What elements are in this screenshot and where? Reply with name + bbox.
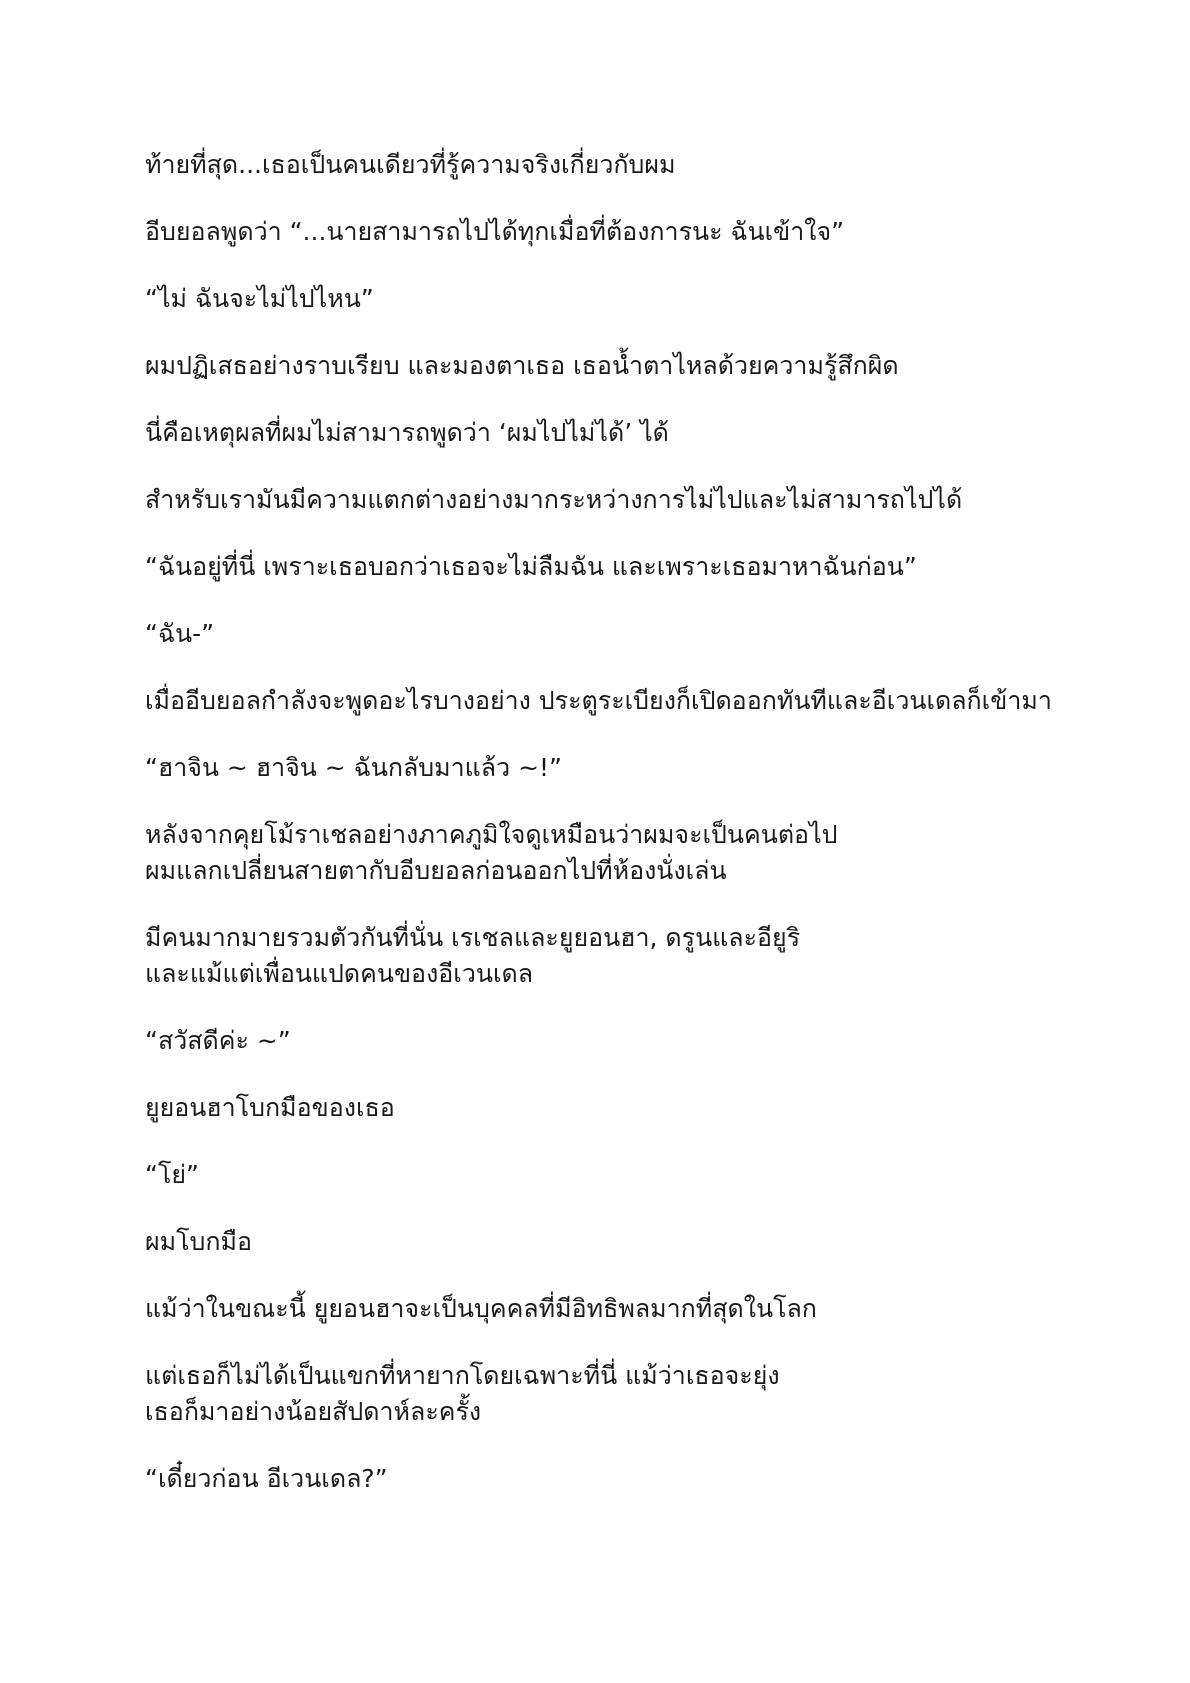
paragraph <box>145 1023 1090 1059</box>
text-line: ผมปฏิเสธอย่างราบเรียบ และมองตาเธอ เธอน้ำตาไหลด้วยความรู้สึกผิด <box>145 351 899 380</box>
paragraph <box>145 214 1090 250</box>
text-line: “ฉันอยู่ที่นี่ เพราะเธอบอกว่าเธอจะไม่ลืมฉัน และเพราะเธอมาหาฉันก่อน” <box>145 552 917 581</box>
paragraph <box>145 817 1090 889</box>
paragraph <box>145 549 1090 585</box>
text-line: เมื่ออีบยอลกำลังจะพูดอะไรบางอย่าง ประตูระเบียงก็เปิดออกทันทีและอีเวนเดลก็เข้ามา <box>145 686 1052 715</box>
paragraph <box>145 1090 1090 1126</box>
text-line: นี่คือเหตุผลที่ผมไม่สามารถพูดว่า ‘ผมไปไม่ได้’ ได้ <box>145 418 669 447</box>
text-line: หลังจากคุยโม้ราเชลอย่างภาคภูมิใจดูเหมือนว่าผมจะเป็นคนต่อไป <box>145 820 838 849</box>
paragraph <box>145 920 1090 992</box>
text-line: เธอก็มาอย่างน้อยสัปดาห์ละครั้ง <box>145 1397 482 1426</box>
text-line: ผมแลกเปลี่ยนสายตากับอีบยอลก่อนออกไปที่ห้องนั่งเล่น <box>145 856 727 885</box>
text-line: อีบยอลพูดว่า “...นายสามารถไปได้ทุกเมื่อที่ต้องการนะ ฉันเข้าใจ” <box>145 217 845 246</box>
document-body <box>145 147 1090 1497</box>
paragraph <box>145 1224 1090 1260</box>
paragraph <box>145 348 1090 384</box>
paragraph <box>145 147 1090 183</box>
paragraph <box>145 750 1090 786</box>
text-line: “ฮาจิน ~ ฮาจิน ~ ฉันกลับมาแล้ว ~!” <box>145 753 563 782</box>
text-line: “สวัสดีค่ะ ~” <box>145 1026 291 1055</box>
text-line: “เดี๋ยวก่อน อีเวนเดล?” <box>145 1464 388 1493</box>
text-line: ท้ายที่สุด...เธอเป็นคนเดียวที่รู้ความจริงเกี่ยวกับผม <box>145 150 676 179</box>
paragraph <box>145 1358 1090 1430</box>
paragraph <box>145 1157 1090 1193</box>
paragraph <box>145 281 1090 317</box>
text-line: และแม้แต่เพื่อนแปดคนของอีเวนเดล <box>145 959 534 988</box>
text-line: ยูยอนฮาโบกมือของเธอ <box>145 1093 395 1122</box>
text-line: แม้ว่าในขณะนี้ ยูยอนฮาจะเป็นบุคคลที่มีอิทธิพลมากที่สุดในโลก <box>145 1294 817 1323</box>
text-line: “โย่” <box>145 1160 199 1189</box>
paragraph <box>145 1291 1090 1327</box>
paragraph <box>145 683 1090 719</box>
paragraph <box>145 1461 1090 1497</box>
text-line: “ไม่ ฉันจะไม่ไปไหน” <box>145 284 374 313</box>
text-line: “ฉัน-” <box>145 619 215 648</box>
text-line: มีคนมากมายรวมตัวกันที่นั่น เรเชลและยูยอนฮา, ดรูนและอียูริ <box>145 923 801 952</box>
text-line: ผมโบกมือ <box>145 1227 253 1256</box>
paragraph <box>145 482 1090 518</box>
text-line: แต่เธอก็ไม่ได้เป็นแขกที่หายากโดยเฉพาะที่นี่ แม้ว่าเธอจะยุ่ง <box>145 1361 780 1390</box>
text-line: สำหรับเรามันมีความแตกต่างอย่างมากระหว่างการไม่ไปและไม่สามารถไปได้ <box>145 485 963 514</box>
paragraph <box>145 415 1090 451</box>
paragraph <box>145 616 1090 652</box>
